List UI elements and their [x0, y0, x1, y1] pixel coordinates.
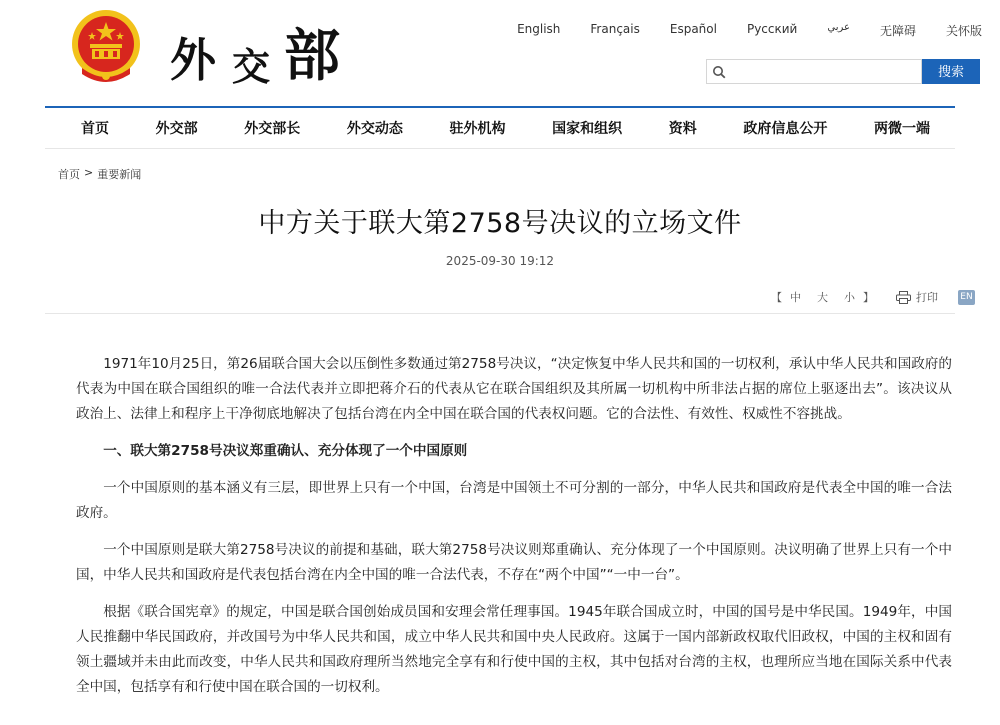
page-title: 中方关于联大第2758号决议的立场文件 [258, 208, 742, 239]
article-paragraph: 1971年10月25日，第26届联合国大会以压倒性多数通过第2758号决议，“决定恢复中华人民共和国的一切权利，承认中华人民共和国政府的代表为中国在联合国组织的唯一合法代表并立即把蒋介石的代表从它在联合国组织及其所属一切机构中所非法占据的席位上驱逐出去”。该决议从政治上、法律上和程序上干净彻底地解决了包括台湾在内全中国在联合国的代表权问题。它的合法性、有效性、权威性不容挑战。 [76, 356, 952, 422]
font-size-large-button[interactable]: 大 [817, 291, 828, 304]
article-paragraph: 根据《联合国宪章》的规定，中国是联合国创始成员国和安理会常任理事国。1945年联合国成立时，中国的国号是中华民国。1949年，中国人民推翻中华民国政府，并改国号为中华人民共和国，成立中华人民共和国中央人民政府。这属于一国内部新政权取代旧政权，中国的主权和固有领土疆域并未由此而改变，中华人民共和国政府理所当然地完全享有和行使中国的主权，其中包括对台湾的主权，也理所应当地在国际关系中代表全中国，包括享有和行使中国在联合国的一切权利。 [76, 604, 952, 695]
article-paragraph: 一个中国原则的基本涵义有三层，即世界上只有一个中国，台湾是中国领土不可分割的一部分，中华人民共和国政府是代表全中国的唯一合法政府。 [76, 480, 952, 521]
lang-french-link[interactable]: Français [590, 22, 640, 36]
nav-item-home[interactable]: 首页 [81, 121, 109, 137]
print-label: 打印 [916, 291, 938, 304]
nav-item-ministry[interactable]: 外交部 [155, 121, 198, 137]
font-size-small-button[interactable]: 小 [844, 291, 855, 304]
nav-item-diplomatic-news[interactable]: 外交动态 [346, 121, 403, 137]
font-size-bracket-close: 】 [863, 291, 874, 304]
breadcrumb-current-link[interactable]: 重要新闻 [97, 168, 142, 181]
nav-item-social-media[interactable]: 两微一端 [874, 121, 930, 137]
publish-date: 2025-09-30 19:12 [445, 254, 555, 268]
nav-item-resources[interactable]: 资料 [668, 121, 697, 137]
nav-item-minister[interactable]: 外交部长 [244, 121, 301, 137]
article-tools [771, 289, 975, 305]
article-paragraph: 一个中国原则是联大第2758号决议的前提和基础，联大第2758号决议则郑重确认、充分体现了一个中国原则。决议明确了世界上只有一个中国，中华人民共和国政府是代表包括台湾在内全中国的唯一合法代表，不存在“两个中国”“一中一台”。 [76, 542, 952, 583]
site-header [0, 0, 1000, 108]
language-bar [487, 22, 982, 39]
lang-arabic-link[interactable]: عربي [827, 22, 850, 33]
search-button[interactable]: 搜索 [922, 59, 980, 84]
breadcrumb [58, 166, 141, 182]
lang-russian-link[interactable]: Русский [746, 22, 798, 36]
breadcrumb-separator: > [84, 166, 94, 179]
logo-char-1: 外 [170, 33, 216, 87]
logo-char-3: 部 [284, 23, 340, 89]
breadcrumb-home-link[interactable]: 首页 [58, 168, 80, 181]
search-input[interactable] [729, 60, 919, 83]
printer-icon [896, 291, 911, 304]
font-size-bracket-open: 【 [771, 291, 782, 304]
national-emblem-icon[interactable] [70, 8, 142, 84]
article-body [76, 352, 952, 712]
nav-item-government-info[interactable]: 政府信息公开 [743, 121, 828, 137]
print-button[interactable] [896, 289, 938, 305]
logo-char-2: 交 [232, 44, 271, 89]
lang-english-link[interactable]: English [517, 22, 561, 36]
search-box [706, 59, 922, 84]
main-nav [45, 108, 955, 148]
tools-divider [45, 313, 955, 314]
article-section-heading: 一、联大第2758号决议郑重确认、充分体现了一个中国原则 [103, 443, 468, 459]
accessibility-link[interactable]: 无障碍 [879, 24, 916, 38]
nav-divider [45, 148, 955, 149]
elderly-care-link[interactable]: 关怀版 [945, 24, 982, 38]
nav-item-missions-abroad[interactable]: 驻外机构 [449, 121, 506, 137]
font-size-medium-button[interactable]: 中 [790, 291, 801, 304]
search-icon [712, 65, 726, 79]
lang-spanish-link[interactable]: Español [669, 22, 717, 36]
english-version-button[interactable]: EN [958, 290, 975, 305]
site-logo[interactable] [168, 8, 348, 100]
nav-item-countries-organizations[interactable]: 国家和组织 [552, 121, 623, 137]
